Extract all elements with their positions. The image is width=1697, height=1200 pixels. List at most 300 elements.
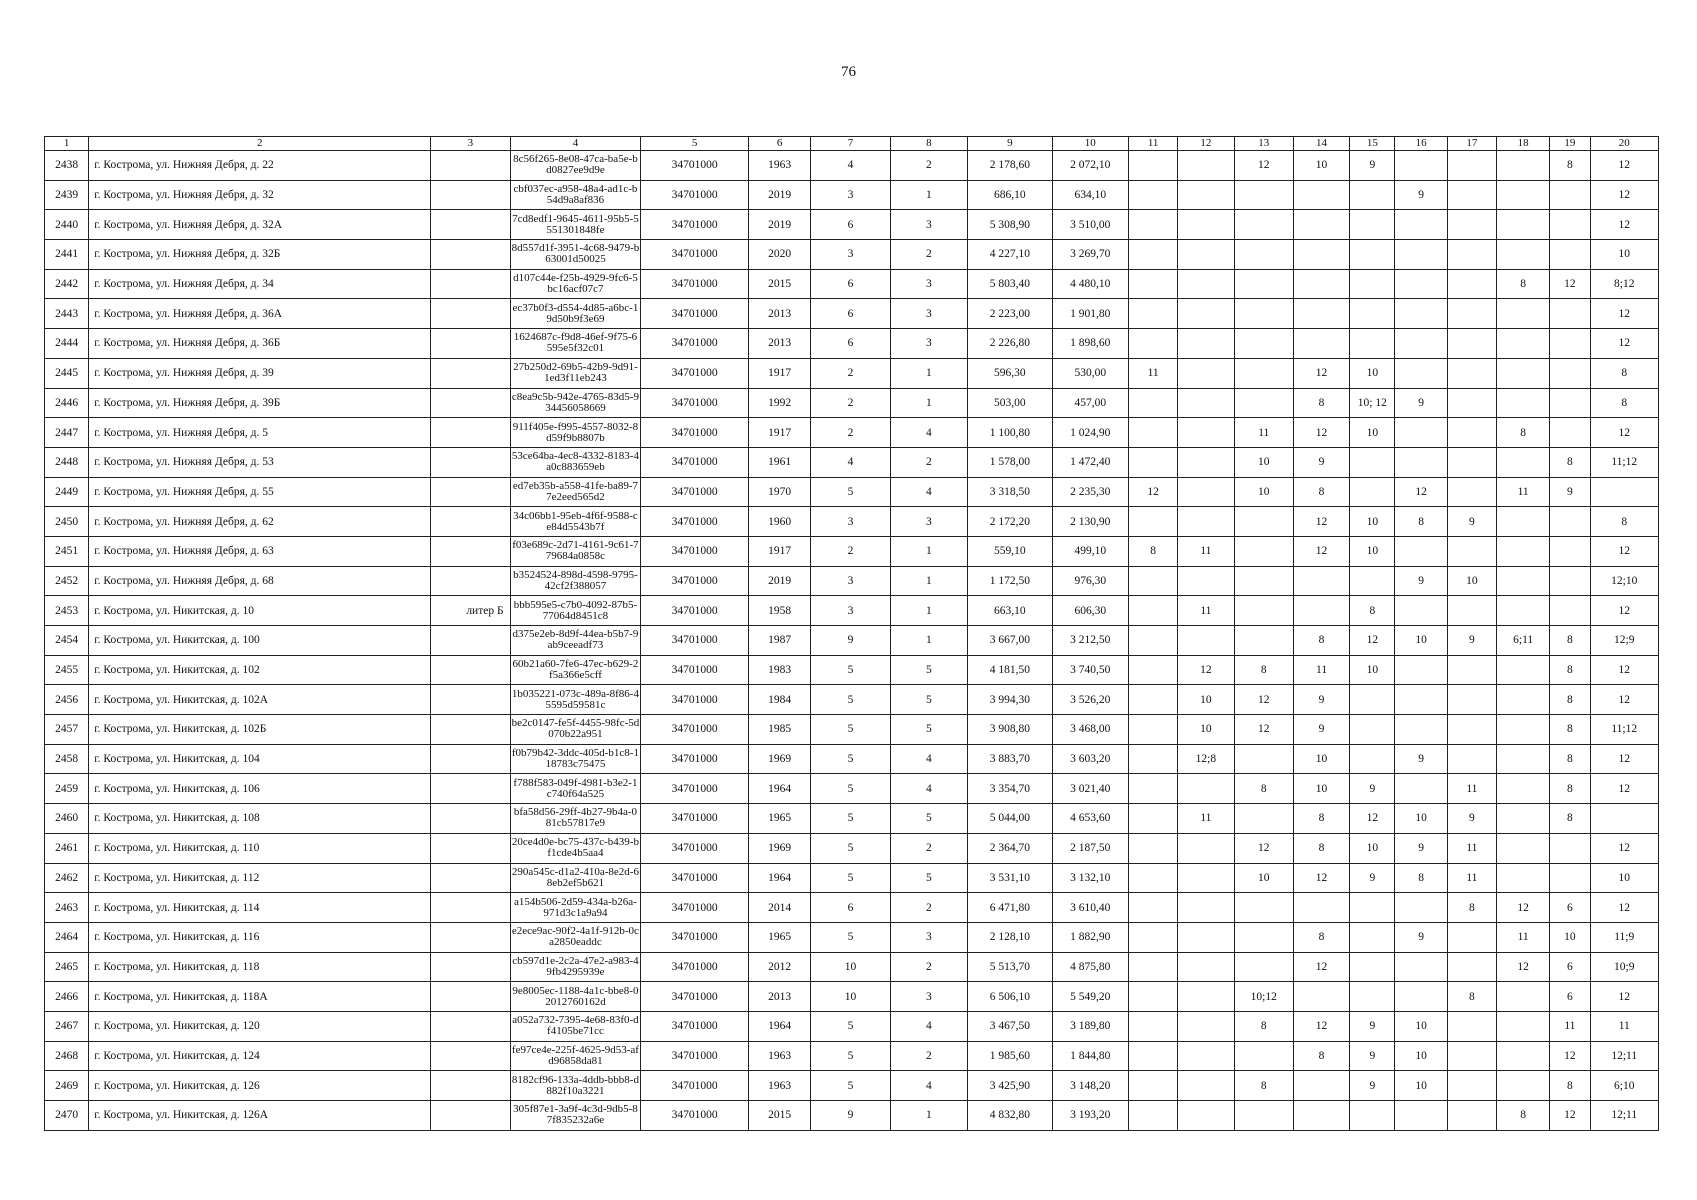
cell-col-11 — [1128, 388, 1177, 418]
cell-col-19: 8 — [1550, 774, 1590, 804]
cell-col-17 — [1447, 447, 1496, 477]
cell-col-20: 12 — [1590, 180, 1658, 210]
cell-col-14 — [1293, 982, 1349, 1012]
cell-oktmo-code: 34701000 — [641, 151, 749, 181]
cell-col-19: 8 — [1550, 744, 1590, 774]
cell-total-area: 2 178,60 — [968, 151, 1052, 181]
cell-col-15 — [1350, 329, 1395, 359]
cell-row-number: 2443 — [45, 299, 89, 329]
cell-col-15 — [1350, 922, 1395, 952]
column-header-17: 17 — [1447, 137, 1496, 151]
cell-living-area: 2 072,10 — [1052, 151, 1128, 181]
cell-col-12 — [1178, 626, 1234, 656]
table-row — [45, 1101, 1659, 1131]
cell-col-15: 9 — [1350, 863, 1395, 893]
cell-living-area: 1 024,90 — [1052, 418, 1128, 448]
cell-year-built: 1960 — [748, 507, 810, 537]
cell-col-14: 9 — [1293, 715, 1349, 745]
cell-col-14 — [1293, 1101, 1349, 1131]
cell-col-17 — [1447, 715, 1496, 745]
cell-col-11 — [1128, 447, 1177, 477]
cell-entrances: 2 — [890, 833, 967, 863]
cell-col-17 — [1447, 1071, 1496, 1101]
cell-col-19 — [1550, 358, 1590, 388]
cell-guid: 305f87e1-3a9f-4c3d-9db5-87f835232a6e — [510, 1101, 641, 1131]
cell-col-14: 12 — [1293, 418, 1349, 448]
cell-floors: 2 — [811, 418, 890, 448]
cell-col-11 — [1128, 804, 1177, 834]
cell-living-area: 3 610,40 — [1052, 893, 1128, 923]
cell-living-area: 3 193,20 — [1052, 1101, 1128, 1131]
cell-col-11 — [1128, 655, 1177, 685]
cell-col-20: 12 — [1590, 685, 1658, 715]
cell-entrances: 5 — [890, 655, 967, 685]
cell-address: г. Кострома, ул. Нижняя Дебря, д. 36Б — [89, 329, 431, 359]
cell-living-area: 606,30 — [1052, 596, 1128, 626]
cell-row-number: 2447 — [45, 418, 89, 448]
cell-col-16 — [1395, 655, 1447, 685]
cell-total-area: 4 832,80 — [968, 1101, 1052, 1131]
cell-year-built: 1970 — [748, 477, 810, 507]
cell-col-15 — [1350, 240, 1395, 270]
cell-guid: 1624687c-f9d8-46ef-9f75-6595e5f32c01 — [510, 329, 641, 359]
cell-col-12 — [1178, 210, 1234, 240]
cell-col-17 — [1447, 180, 1496, 210]
cell-col-13 — [1234, 893, 1293, 923]
cell-col-12: 10 — [1178, 685, 1234, 715]
cell-oktmo-code: 34701000 — [641, 744, 749, 774]
cell-col-15: 12 — [1350, 626, 1395, 656]
cell-living-area: 1 901,80 — [1052, 299, 1128, 329]
cell-floors: 2 — [811, 388, 890, 418]
column-header-6: 6 — [748, 137, 810, 151]
cell-floors: 5 — [811, 1011, 890, 1041]
cell-col-15: 9 — [1350, 1071, 1395, 1101]
cell-row-number: 2444 — [45, 329, 89, 359]
column-header-11: 11 — [1128, 137, 1177, 151]
cell-col-19: 6 — [1550, 893, 1590, 923]
cell-floors: 5 — [811, 774, 890, 804]
cell-col-18 — [1497, 715, 1550, 745]
cell-col-20: 8;12 — [1590, 269, 1658, 299]
cell-col-17: 9 — [1447, 626, 1496, 656]
cell-living-area: 3 189,80 — [1052, 1011, 1128, 1041]
table-row — [45, 536, 1659, 566]
cell-col-13: 12 — [1234, 685, 1293, 715]
cell-col-16: 9 — [1395, 388, 1447, 418]
cell-total-area: 1 100,80 — [968, 418, 1052, 448]
table-row — [45, 596, 1659, 626]
table-row — [45, 566, 1659, 596]
table-row — [45, 774, 1659, 804]
cell-address: г. Кострома, ул. Нижняя Дебря, д. 32А — [89, 210, 431, 240]
cell-floors: 3 — [811, 240, 890, 270]
cell-col-11 — [1128, 626, 1177, 656]
cell-col-19 — [1550, 863, 1590, 893]
cell-col-19 — [1550, 833, 1590, 863]
cell-total-area: 596,30 — [968, 358, 1052, 388]
cell-col-12 — [1178, 151, 1234, 181]
cell-col-11 — [1128, 715, 1177, 745]
cell-guid: a154b506-2d59-434a-b26a-971d3c1a9a94 — [510, 893, 641, 923]
cell-address: г. Кострома, ул. Нижняя Дебря, д. 68 — [89, 566, 431, 596]
cell-col-16: 10 — [1395, 1011, 1447, 1041]
cell-address: г. Кострома, ул. Нижняя Дебря, д. 55 — [89, 477, 431, 507]
cell-col-12 — [1178, 566, 1234, 596]
cell-row-number: 2457 — [45, 715, 89, 745]
cell-address: г. Кострома, ул. Никитская, д. 10 — [89, 596, 431, 626]
cell-col-12 — [1178, 952, 1234, 982]
cell-col-13 — [1234, 388, 1293, 418]
cell-note — [431, 1071, 510, 1101]
cell-year-built: 1992 — [748, 388, 810, 418]
table-row — [45, 744, 1659, 774]
cell-col-13 — [1234, 358, 1293, 388]
table-row — [45, 507, 1659, 537]
cell-col-16 — [1395, 952, 1447, 982]
cell-col-20: 11;12 — [1590, 447, 1658, 477]
cell-entrances: 4 — [890, 744, 967, 774]
cell-col-19 — [1550, 388, 1590, 418]
cell-total-area: 3 531,10 — [968, 863, 1052, 893]
cell-note — [431, 774, 510, 804]
cell-col-17 — [1447, 685, 1496, 715]
cell-note — [431, 982, 510, 1012]
table-row — [45, 922, 1659, 952]
cell-entrances: 3 — [890, 922, 967, 952]
cell-col-17: 8 — [1447, 982, 1496, 1012]
cell-col-14: 10 — [1293, 744, 1349, 774]
cell-year-built: 2015 — [748, 1101, 810, 1131]
cell-total-area: 3 883,70 — [968, 744, 1052, 774]
cell-floors: 5 — [811, 863, 890, 893]
cell-col-15: 10 — [1350, 358, 1395, 388]
cell-col-15 — [1350, 269, 1395, 299]
table-row — [45, 982, 1659, 1012]
column-header-13: 13 — [1234, 137, 1293, 151]
cell-guid: b3524524-898d-4598-9795-42cf2f388057 — [510, 566, 641, 596]
cell-total-area: 1 172,50 — [968, 566, 1052, 596]
cell-note — [431, 685, 510, 715]
cell-address: г. Кострома, ул. Никитская, д. 108 — [89, 804, 431, 834]
cell-col-19: 8 — [1550, 626, 1590, 656]
cell-col-13 — [1234, 240, 1293, 270]
cell-col-15: 10 — [1350, 507, 1395, 537]
cell-year-built: 1963 — [748, 151, 810, 181]
cell-col-14 — [1293, 240, 1349, 270]
cell-col-19: 8 — [1550, 804, 1590, 834]
cell-guid: f0b79b42-3ddc-405d-b1c8-118783c75475 — [510, 744, 641, 774]
cell-col-13 — [1234, 804, 1293, 834]
cell-col-14: 10 — [1293, 151, 1349, 181]
cell-col-14: 8 — [1293, 626, 1349, 656]
cell-col-20: 11 — [1590, 1011, 1658, 1041]
page-number: 76 — [841, 64, 856, 80]
cell-address: г. Кострома, ул. Никитская, д. 112 — [89, 863, 431, 893]
cell-total-area: 2 364,70 — [968, 833, 1052, 863]
cell-entrances: 1 — [890, 1101, 967, 1131]
cell-col-13 — [1234, 952, 1293, 982]
cell-col-16: 9 — [1395, 180, 1447, 210]
cell-oktmo-code: 34701000 — [641, 1011, 749, 1041]
cell-total-area: 1 985,60 — [968, 1041, 1052, 1071]
cell-total-area: 1 578,00 — [968, 447, 1052, 477]
cell-col-20: 12 — [1590, 774, 1658, 804]
cell-note — [431, 477, 510, 507]
cell-year-built: 1987 — [748, 626, 810, 656]
cell-total-area: 3 354,70 — [968, 774, 1052, 804]
cell-total-area: 6 506,10 — [968, 982, 1052, 1012]
cell-col-17 — [1447, 477, 1496, 507]
cell-col-17 — [1447, 299, 1496, 329]
cell-oktmo-code: 34701000 — [641, 566, 749, 596]
cell-row-number: 2441 — [45, 240, 89, 270]
cell-col-13 — [1234, 596, 1293, 626]
cell-note — [431, 744, 510, 774]
cell-note — [431, 1101, 510, 1131]
cell-year-built: 1961 — [748, 447, 810, 477]
cell-col-14 — [1293, 299, 1349, 329]
cell-col-16: 9 — [1395, 566, 1447, 596]
cell-col-18: 11 — [1497, 922, 1550, 952]
cell-col-15 — [1350, 1101, 1395, 1131]
cell-guid: be2c0147-fe5f-4455-98fc-5d070b22a951 — [510, 715, 641, 745]
cell-col-14: 8 — [1293, 1041, 1349, 1071]
cell-col-16 — [1395, 240, 1447, 270]
cell-row-number: 2438 — [45, 151, 89, 181]
cell-address: г. Кострома, ул. Нижняя Дебря, д. 63 — [89, 536, 431, 566]
cell-col-16: 8 — [1395, 863, 1447, 893]
cell-col-11 — [1128, 210, 1177, 240]
cell-total-area: 3 667,00 — [968, 626, 1052, 656]
cell-col-16 — [1395, 982, 1447, 1012]
cell-col-12: 11 — [1178, 804, 1234, 834]
cell-entrances: 2 — [890, 1041, 967, 1071]
cell-col-17 — [1447, 1101, 1496, 1131]
cell-col-17 — [1447, 329, 1496, 359]
cell-col-20: 12;11 — [1590, 1101, 1658, 1131]
cell-floors: 5 — [811, 477, 890, 507]
cell-floors: 5 — [811, 744, 890, 774]
cell-col-13 — [1234, 507, 1293, 537]
cell-year-built: 1917 — [748, 358, 810, 388]
cell-address: г. Кострома, ул. Нижняя Дебря, д. 34 — [89, 269, 431, 299]
cell-year-built: 2019 — [748, 180, 810, 210]
table-row — [45, 1011, 1659, 1041]
cell-oktmo-code: 34701000 — [641, 982, 749, 1012]
cell-floors: 5 — [811, 655, 890, 685]
cell-living-area: 1 844,80 — [1052, 1041, 1128, 1071]
column-header-15: 15 — [1350, 137, 1395, 151]
cell-entrances: 1 — [890, 180, 967, 210]
cell-year-built: 1965 — [748, 804, 810, 834]
cell-col-14: 12 — [1293, 863, 1349, 893]
cell-col-12 — [1178, 477, 1234, 507]
cell-address: г. Кострома, ул. Нижняя Дебря, д. 39 — [89, 358, 431, 388]
cell-year-built: 1917 — [748, 536, 810, 566]
cell-total-area: 3 318,50 — [968, 477, 1052, 507]
cell-guid: bfa58d56-29ff-4b27-9b4a-081cb57817e9 — [510, 804, 641, 834]
cell-col-11 — [1128, 151, 1177, 181]
cell-col-20: 12 — [1590, 418, 1658, 448]
cell-oktmo-code: 34701000 — [641, 863, 749, 893]
cell-note — [431, 715, 510, 745]
cell-col-16 — [1395, 536, 1447, 566]
cell-guid: ec37b0f3-d554-4d85-a6bc-19d50b9f3e69 — [510, 299, 641, 329]
cell-floors: 9 — [811, 626, 890, 656]
cell-entrances: 5 — [890, 863, 967, 893]
cell-col-14 — [1293, 893, 1349, 923]
cell-col-18 — [1497, 596, 1550, 626]
cell-col-18: 6;11 — [1497, 626, 1550, 656]
cell-total-area: 5 308,90 — [968, 210, 1052, 240]
cell-col-17: 9 — [1447, 804, 1496, 834]
cell-oktmo-code: 34701000 — [641, 388, 749, 418]
cell-col-14 — [1293, 596, 1349, 626]
cell-col-18 — [1497, 447, 1550, 477]
cell-col-11 — [1128, 596, 1177, 626]
cell-col-15: 10 — [1350, 833, 1395, 863]
cell-col-19 — [1550, 299, 1590, 329]
cell-guid: bbb595e5-c7b0-4092-87b5-77064d8451c8 — [510, 596, 641, 626]
cell-year-built: 1964 — [748, 774, 810, 804]
cell-total-area: 4 227,10 — [968, 240, 1052, 270]
cell-guid: 27b250d2-69b5-42b9-9d91-1ed3f11eb243 — [510, 358, 641, 388]
cell-year-built: 1964 — [748, 1011, 810, 1041]
cell-col-12 — [1178, 863, 1234, 893]
cell-note — [431, 655, 510, 685]
cell-col-13 — [1234, 1101, 1293, 1131]
cell-col-14 — [1293, 566, 1349, 596]
cell-row-number: 2442 — [45, 269, 89, 299]
cell-entrances: 1 — [890, 536, 967, 566]
cell-year-built: 1963 — [748, 1041, 810, 1071]
cell-col-18 — [1497, 240, 1550, 270]
cell-year-built: 2020 — [748, 240, 810, 270]
cell-col-20: 12 — [1590, 151, 1658, 181]
cell-row-number: 2450 — [45, 507, 89, 537]
cell-entrances: 1 — [890, 596, 967, 626]
cell-row-number: 2458 — [45, 744, 89, 774]
cell-oktmo-code: 34701000 — [641, 358, 749, 388]
cell-col-15: 10; 12 — [1350, 388, 1395, 418]
cell-year-built: 1958 — [748, 596, 810, 626]
cell-year-built: 1917 — [748, 418, 810, 448]
cell-note — [431, 299, 510, 329]
cell-col-11 — [1128, 863, 1177, 893]
cell-guid: 8d557d1f-3951-4c68-9479-b63001d50025 — [510, 240, 641, 270]
cell-col-11 — [1128, 982, 1177, 1012]
column-header-12: 12 — [1178, 137, 1234, 151]
cell-col-18 — [1497, 180, 1550, 210]
cell-col-16 — [1395, 893, 1447, 923]
cell-col-18 — [1497, 210, 1550, 240]
cell-col-20: 12 — [1590, 299, 1658, 329]
cell-col-12: 12;8 — [1178, 744, 1234, 774]
cell-guid: c8ea9c5b-942e-4765-83d5-934456058669 — [510, 388, 641, 418]
cell-col-13 — [1234, 922, 1293, 952]
cell-col-17 — [1447, 1011, 1496, 1041]
cell-floors: 5 — [811, 804, 890, 834]
cell-row-number: 2460 — [45, 804, 89, 834]
cell-col-15 — [1350, 893, 1395, 923]
cell-col-12 — [1178, 1041, 1234, 1071]
cell-entrances: 3 — [890, 507, 967, 537]
cell-col-13 — [1234, 626, 1293, 656]
cell-col-16: 10 — [1395, 1041, 1447, 1071]
cell-col-13: 8 — [1234, 1011, 1293, 1041]
cell-col-19: 11 — [1550, 1011, 1590, 1041]
cell-col-11 — [1128, 418, 1177, 448]
cell-col-15 — [1350, 299, 1395, 329]
cell-col-11 — [1128, 240, 1177, 270]
cell-col-12 — [1178, 447, 1234, 477]
cell-total-area: 4 181,50 — [968, 655, 1052, 685]
cell-floors: 4 — [811, 151, 890, 181]
cell-col-20 — [1590, 804, 1658, 834]
cell-oktmo-code: 34701000 — [641, 299, 749, 329]
cell-living-area: 457,00 — [1052, 388, 1128, 418]
cell-col-14: 11 — [1293, 655, 1349, 685]
cell-note — [431, 863, 510, 893]
cell-col-14 — [1293, 269, 1349, 299]
cell-living-area: 2 130,90 — [1052, 507, 1128, 537]
cell-entrances: 1 — [890, 626, 967, 656]
cell-col-19: 10 — [1550, 922, 1590, 952]
cell-col-13: 8 — [1234, 774, 1293, 804]
cell-col-14: 8 — [1293, 477, 1349, 507]
cell-col-20: 12 — [1590, 210, 1658, 240]
cell-floors: 6 — [811, 210, 890, 240]
column-header-16: 16 — [1395, 137, 1447, 151]
cell-guid: d375e2eb-8d9f-44ea-b5b7-9ab9ceeadf73 — [510, 626, 641, 656]
column-header-8: 8 — [890, 137, 967, 151]
cell-row-number: 2464 — [45, 922, 89, 952]
cell-col-12 — [1178, 329, 1234, 359]
column-header-9: 9 — [968, 137, 1052, 151]
cell-year-built: 1965 — [748, 922, 810, 952]
cell-col-15: 10 — [1350, 418, 1395, 448]
cell-row-number: 2445 — [45, 358, 89, 388]
cell-floors: 5 — [811, 1071, 890, 1101]
cell-oktmo-code: 34701000 — [641, 447, 749, 477]
cell-row-number: 2456 — [45, 685, 89, 715]
cell-entrances: 1 — [890, 358, 967, 388]
cell-col-13: 8 — [1234, 1071, 1293, 1101]
cell-note — [431, 952, 510, 982]
cell-note — [431, 269, 510, 299]
cell-col-19 — [1550, 329, 1590, 359]
cell-col-16: 12 — [1395, 477, 1447, 507]
cell-note — [431, 388, 510, 418]
cell-oktmo-code: 34701000 — [641, 715, 749, 745]
cell-col-19 — [1550, 418, 1590, 448]
cell-address: г. Кострома, ул. Никитская, д. 116 — [89, 922, 431, 952]
cell-col-15: 10 — [1350, 655, 1395, 685]
cell-col-19 — [1550, 566, 1590, 596]
cell-living-area: 3 148,20 — [1052, 1071, 1128, 1101]
cell-living-area: 3 132,10 — [1052, 863, 1128, 893]
cell-col-17: 9 — [1447, 507, 1496, 537]
cell-col-16: 10 — [1395, 1071, 1447, 1101]
cell-living-area: 3 269,70 — [1052, 240, 1128, 270]
cell-col-15: 12 — [1350, 804, 1395, 834]
cell-guid: 911f405e-f995-4557-8032-8d59f9b8807b — [510, 418, 641, 448]
cell-entrances: 1 — [890, 566, 967, 596]
cell-col-12 — [1178, 299, 1234, 329]
cell-year-built: 2015 — [748, 269, 810, 299]
cell-entrances: 5 — [890, 715, 967, 745]
